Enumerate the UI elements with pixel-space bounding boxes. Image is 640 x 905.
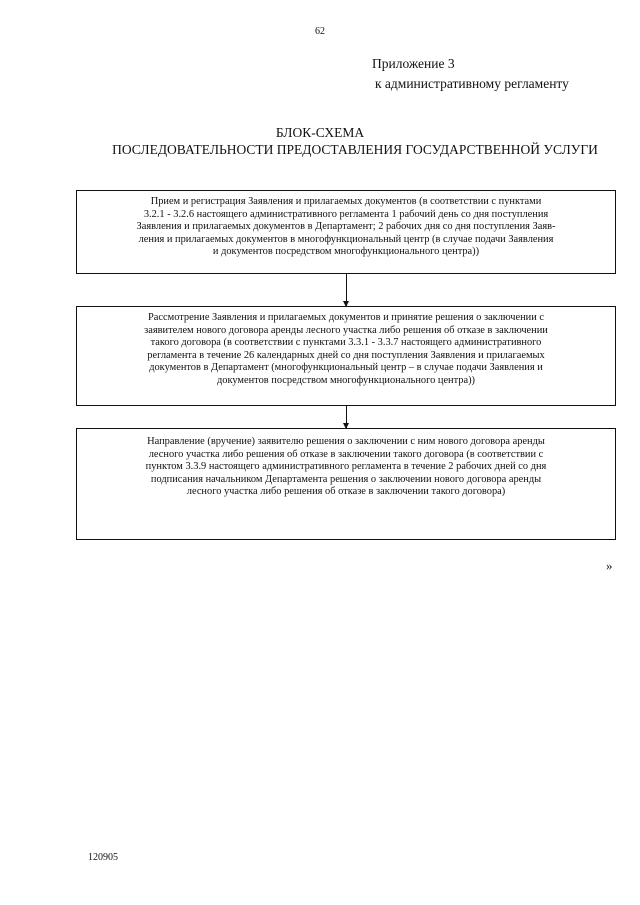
- appendix-reference: к административному регламенту: [375, 76, 569, 91]
- flow-arrow-2-to-3: [346, 406, 347, 428]
- appendix-number: Приложение 3: [372, 56, 455, 71]
- appendix-heading: [330, 54, 620, 94]
- step-3-line: Направление (вручение) заявителю решения о заключении с ним нового договора аренды: [147, 436, 545, 447]
- flowchart-step-1: [76, 190, 616, 274]
- flowchart-title: [0, 124, 640, 158]
- closing-quote: »: [606, 558, 613, 573]
- flowchart-step-3: [76, 428, 616, 540]
- title-line-2: ПОСЛЕДОВАТЕЛЬНОСТИ ПРЕДОСТАВЛЕНИЯ ГОСУДАРСТВЕННОЙ УСЛУГИ: [112, 142, 598, 157]
- step-1-line: 3.2.1 - 3.2.6 настоящего административного регламента 1 рабочий день со дня поступления: [143, 208, 549, 220]
- step-3-line: подписания начальником Департамента решения о заключении нового договора аренды: [150, 473, 542, 485]
- step-2-line: документов в Департамент (многофункциональный центр – в случае подачи Заявления и: [149, 362, 543, 374]
- flowchart-step-2: [76, 306, 616, 406]
- step-3-line: лесного участка либо решения об отказе в заключении такого договора (в соответствии с: [148, 448, 544, 460]
- step-3-line: лесного участка либо решения об отказе в заключении такого договора): [186, 486, 506, 498]
- page-number: 62: [315, 26, 325, 37]
- title-line-1: БЛОК-СХЕМА: [275, 125, 365, 140]
- step-1-line: Заявления и прилагаемых документов в Департамент; 2 рабочих дня со дня поступления Заяв-: [136, 221, 556, 233]
- step-3-line: пунктом 3.3.9 настоящего административного регламента в течение 2 рабочих дней со дня: [145, 461, 547, 473]
- step-1-line: Прием и регистрация Заявления и прилагаемых документов (в соответствии с пунктами: [150, 196, 542, 207]
- step-2-line: заявителем нового договора аренды лесного участка либо решения об отказе в заключении: [144, 324, 548, 336]
- document-code: 120905: [88, 852, 118, 863]
- step-1-line: ления и прилагаемых документов в многофункциональный центр (в случае подачи Заявления: [138, 233, 554, 245]
- step-2-line: документов посредством многофункционального центра)): [216, 374, 476, 386]
- step-2-line: регламента в течение 26 календарных дней со дня поступления Заявления и прилагаемых: [147, 349, 545, 361]
- flow-arrow-1-to-2: [346, 274, 347, 306]
- step-2-line: Рассмотрение Заявления и прилагаемых документов и принятие решения о заключении с: [148, 312, 544, 323]
- step-1-line: и документов посредством многофункционального центра)): [212, 246, 480, 258]
- step-2-line: такого договора (в соответствии с пунктами 3.3.1 - 3.3.7 настоящего административного: [150, 337, 542, 349]
